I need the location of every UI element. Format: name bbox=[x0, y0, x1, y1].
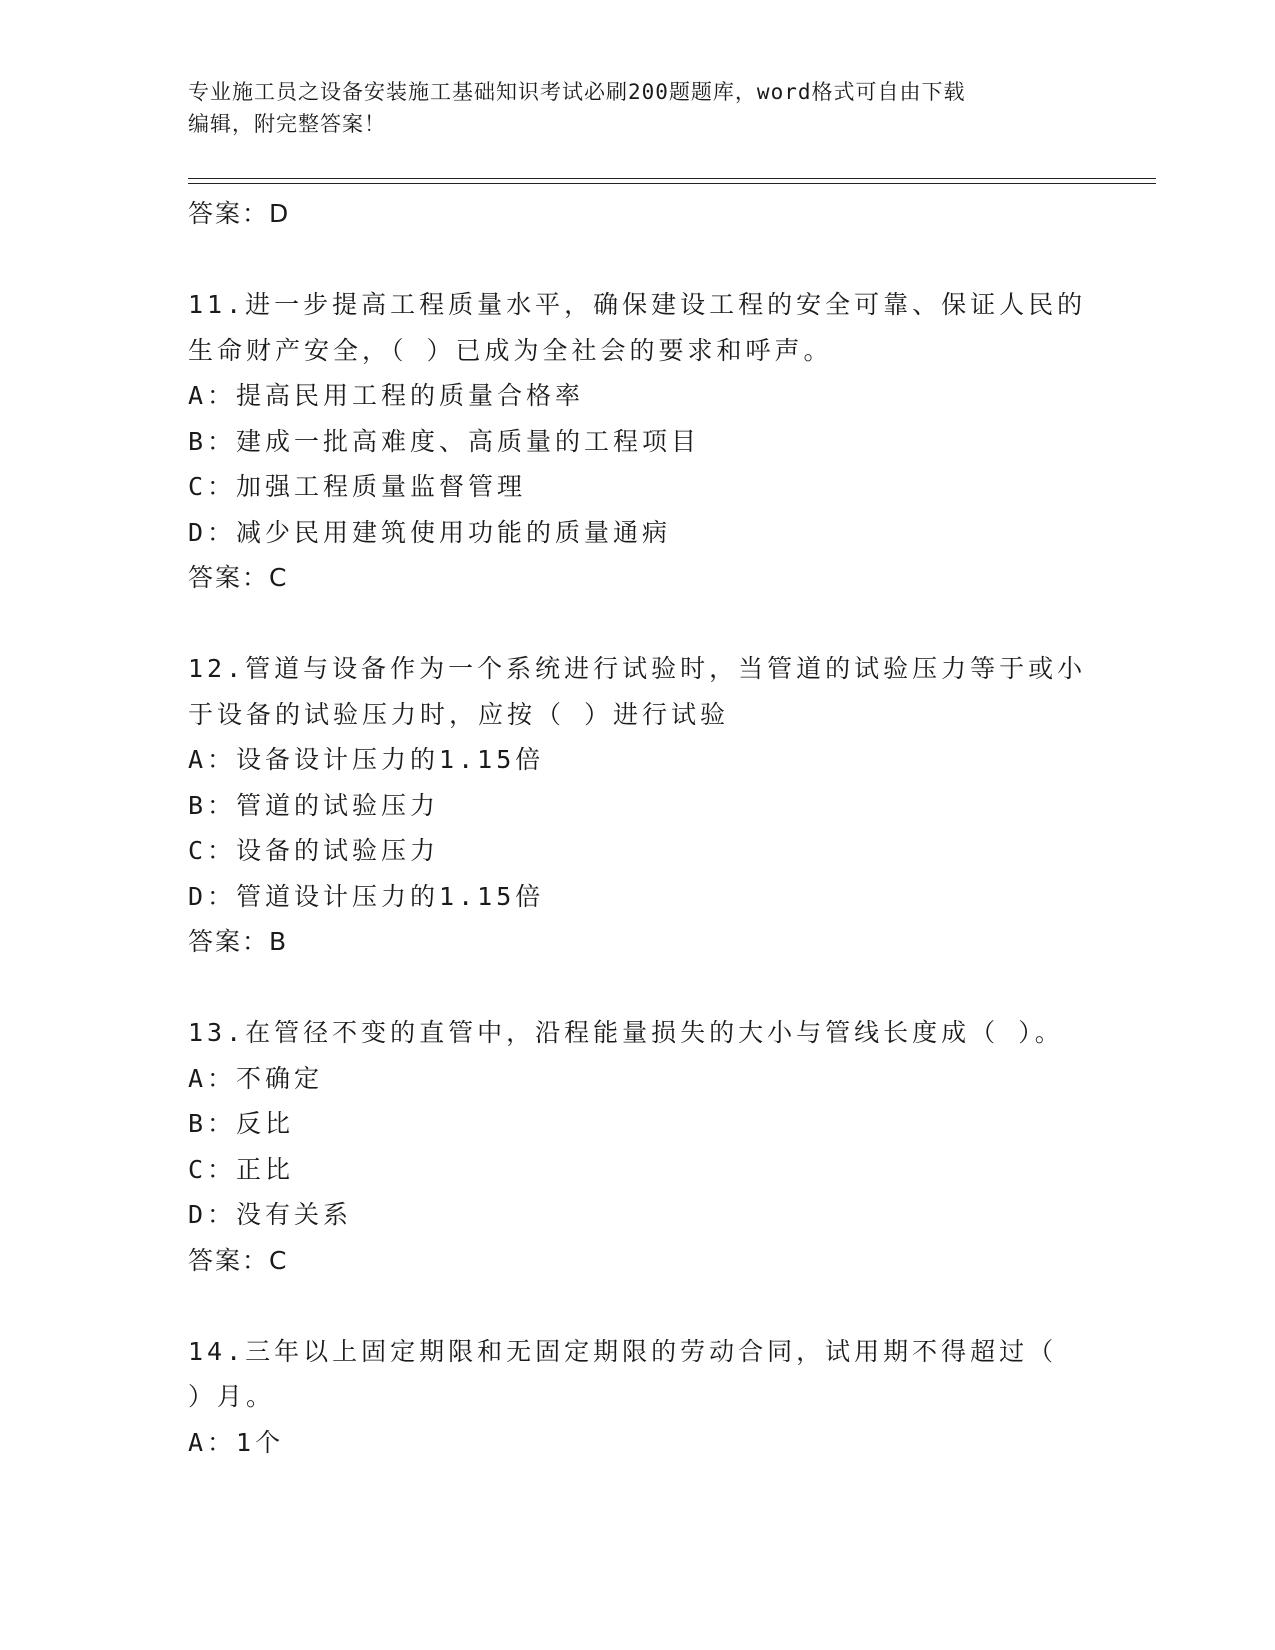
option-a: A：1个 bbox=[188, 1427, 285, 1457]
option-d: D：减少民用建筑使用功能的质量通病 bbox=[188, 517, 672, 547]
question-stem: 14.三年以上固定期限和无固定期限的劳动合同，试用期不得超过（ bbox=[188, 1336, 1058, 1366]
option-b: B：反比 bbox=[188, 1109, 295, 1138]
option-b: B：建成一批高难度、高质量的工程项目 bbox=[188, 426, 701, 456]
option-c: C：设备的试验压力 bbox=[188, 836, 440, 865]
answer: 答案：B bbox=[188, 927, 289, 956]
header-title-line-2: 编辑，附完整答案！ bbox=[188, 112, 386, 136]
question-stem: 13.在管径不变的直管中，沿程能量损失的大小与管线长度成（ ）。 bbox=[188, 1018, 1064, 1047]
option-c: C：正比 bbox=[188, 1154, 295, 1184]
spacer bbox=[188, 965, 1088, 1011]
spacer bbox=[188, 1283, 1088, 1329]
option-a: A：设备设计压力的1.15倍 bbox=[188, 745, 545, 774]
header-divider-top bbox=[188, 178, 1156, 179]
answer: 答案：C bbox=[188, 1245, 289, 1275]
option-d: D：没有关系 bbox=[188, 1200, 353, 1229]
question-stem: 12.管道与设备作为一个系统进行试验时，当管道的试验压力等于或小 bbox=[188, 654, 1087, 683]
question-block bbox=[188, 1329, 1088, 1466]
header-title-line-1: 专业施工员之设备安装施工基础知识考试必刷200题题库，word格式可自由下载 bbox=[188, 80, 966, 104]
question-block bbox=[188, 1010, 1088, 1283]
answer: 答案：C bbox=[188, 563, 289, 592]
option-a: A：不确定 bbox=[188, 1063, 324, 1093]
spacer bbox=[188, 237, 1088, 283]
option-c: C：加强工程质量监督管理 bbox=[188, 472, 527, 501]
option-a: A：提高民用工程的质量合格率 bbox=[188, 381, 585, 410]
question-stem: 于设备的试验压力时，应按（ ）进行试验 bbox=[188, 699, 730, 729]
question-block bbox=[188, 282, 1088, 601]
header-divider-bottom bbox=[188, 183, 1156, 184]
option-d: D：管道设计压力的1.15倍 bbox=[188, 881, 545, 911]
question-content bbox=[188, 191, 1088, 1465]
question-block bbox=[188, 646, 1088, 965]
question-stem: ）月。 bbox=[188, 1382, 276, 1411]
spacer bbox=[188, 601, 1088, 647]
question-stem: 11.进一步提高工程质量水平，确保建设工程的安全可靠、保证人民的 bbox=[188, 290, 1087, 319]
previous-answer: 答案：D bbox=[188, 199, 291, 228]
option-b: B：管道的试验压力 bbox=[188, 790, 440, 820]
question-stem: 生命财产安全，（ ）已成为全社会的要求和呼声。 bbox=[188, 335, 833, 365]
document-header bbox=[188, 76, 1068, 140]
